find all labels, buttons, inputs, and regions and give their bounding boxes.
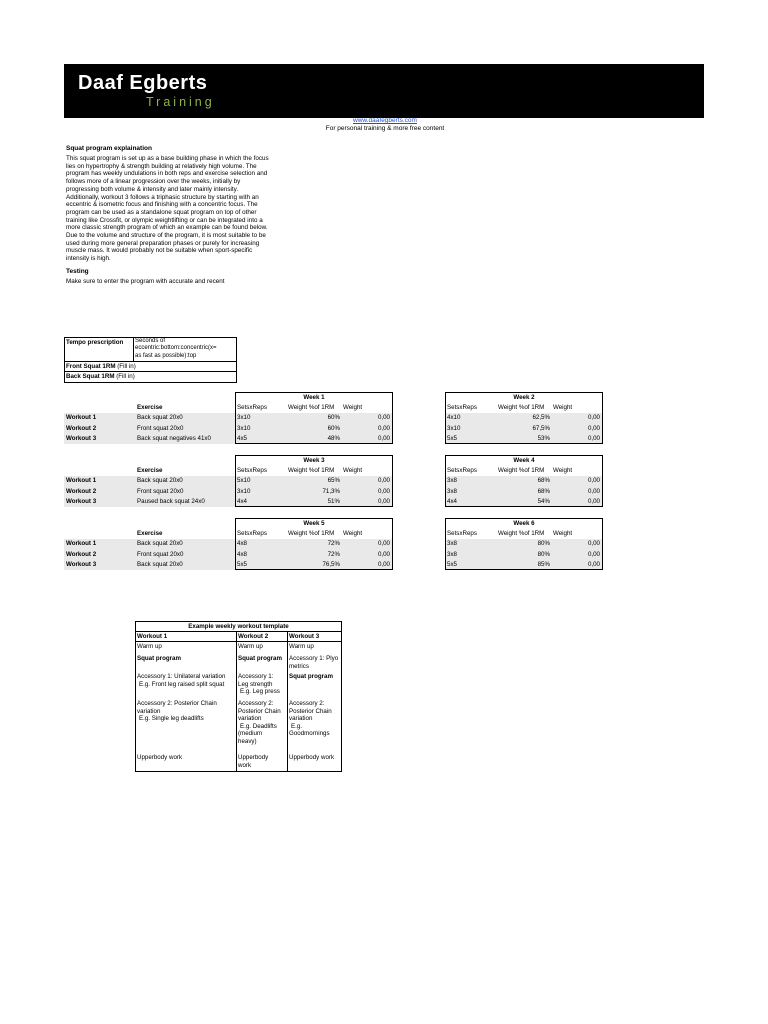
pct-cell: 48% bbox=[327, 435, 340, 442]
setsreps-cell: 5x10 bbox=[237, 477, 251, 484]
template-accessory2: Accessory 2: Posterior Chain variation E.g. Deadlifts (medium heavy) bbox=[238, 700, 281, 745]
intro-line: This squat program is set up as a base building phase in which the focus bbox=[66, 155, 269, 162]
intro-line: muscle mass. It would probably not be suitable when sport-specific bbox=[66, 247, 253, 255]
intro-line: program can be used as a standalone squat program on top of other bbox=[66, 208, 257, 216]
pct-cell: 85% bbox=[537, 561, 550, 568]
pct-cell: 71,3% bbox=[322, 487, 340, 495]
weight-cell: 0,00 bbox=[587, 414, 600, 421]
intro-line: more classic strength program of which an example can be found below. bbox=[66, 224, 268, 232]
pct-cell: 76,5% bbox=[322, 561, 340, 568]
col-setsreps: SetsxReps bbox=[447, 467, 477, 474]
intro-line: Due to the volume and structure of the program, it is most suitable to be bbox=[66, 232, 266, 240]
col-weight: Weight bbox=[343, 530, 363, 537]
col-pct: Weight %of 1RM bbox=[288, 404, 335, 411]
exercise-cell: Back squat 20x0 bbox=[137, 561, 183, 568]
col-exercise: Exercise bbox=[137, 530, 163, 537]
col-pct: Weight %of 1RM bbox=[288, 530, 335, 537]
tempo-value: Seconds of eccentric:bottom:concentric(x= as fast as possible):top bbox=[135, 338, 217, 359]
template-upperbody: Upperbody work bbox=[137, 754, 183, 761]
pct-cell: 65% bbox=[327, 477, 340, 484]
tempo-label: Tempo prescription bbox=[66, 339, 124, 346]
weight-cell: 0,00 bbox=[377, 561, 390, 568]
col-weight: Weight bbox=[553, 467, 573, 474]
template-squat: Squat program bbox=[238, 655, 283, 662]
workout-label: Workout 1 bbox=[66, 414, 97, 421]
workout-label: Workout 3 bbox=[66, 561, 97, 568]
weight-cell: 0,00 bbox=[587, 424, 600, 432]
setsreps-cell: 3x8 bbox=[447, 550, 457, 558]
setsreps-cell: 5x5 bbox=[447, 435, 457, 442]
col-setsreps: SetsxReps bbox=[447, 404, 477, 411]
setsreps-cell: 3x10 bbox=[237, 424, 251, 432]
exercise-cell: Back squat 20x0 bbox=[137, 414, 183, 421]
col-pct: Weight %of 1RM bbox=[498, 530, 545, 537]
pct-cell: 80% bbox=[537, 550, 550, 558]
setsreps-cell: 3x8 bbox=[447, 487, 457, 495]
col-weight: Weight bbox=[343, 404, 363, 411]
template-warmup: Warm up bbox=[137, 643, 162, 650]
weight-cell: 0,00 bbox=[587, 477, 600, 484]
pct-cell: 53% bbox=[537, 435, 550, 442]
workout-label: Workout 1 bbox=[66, 540, 97, 547]
pct-cell: 51% bbox=[327, 498, 340, 505]
setsreps-cell: 4x4 bbox=[447, 498, 457, 505]
setsreps-cell: 3x10 bbox=[237, 414, 251, 421]
setsreps-cell: 5x5 bbox=[237, 561, 247, 568]
setsreps-cell: 4x8 bbox=[237, 550, 247, 558]
workout-label: Workout 3 bbox=[66, 498, 97, 505]
pct-cell: 80% bbox=[537, 540, 550, 547]
template-col-header: Workout 3 bbox=[289, 633, 320, 640]
weight-cell: 0,00 bbox=[377, 487, 390, 495]
weight-cell: 0,00 bbox=[587, 550, 600, 558]
col-pct: Weight %of 1RM bbox=[498, 404, 545, 411]
week-title: Week 4 bbox=[513, 457, 535, 464]
week-title: Week 6 bbox=[513, 520, 535, 527]
col-weight: Weight bbox=[553, 404, 573, 411]
intro-paragraph bbox=[66, 155, 286, 263]
col-exercise: Exercise bbox=[137, 467, 163, 474]
template-plyometrics: Accessory 1: Plyo metrics bbox=[289, 655, 339, 670]
pct-cell: 68% bbox=[537, 487, 550, 495]
front-squat-1rm-field[interactable]: Front Squat 1RM (Fill in) bbox=[66, 363, 136, 370]
testing-text: Make sure to enter the program with accurate and recent bbox=[66, 278, 225, 285]
weight-cell: 0,00 bbox=[587, 435, 600, 442]
template-warmup: Warm up bbox=[238, 643, 263, 650]
week-title: Week 5 bbox=[303, 520, 325, 527]
template-squat: Squat program bbox=[289, 673, 334, 680]
setsreps-cell: 5x5 bbox=[447, 561, 457, 568]
intro-line: progressing both volume & intensity and later mainly intensity. bbox=[66, 185, 239, 193]
pct-cell: 54% bbox=[537, 498, 550, 505]
template-accessory2: Accessory 2: Posterior Chain variation E.g. Goodmornings bbox=[289, 700, 332, 738]
intro-line: training like Crossfit, or olympic weightlifting or can be integrated into a bbox=[66, 216, 263, 224]
workout-label: Workout 3 bbox=[66, 435, 97, 442]
template-accessory1: Accessory 1: Unilateral variation E.g. Front leg raised split squat bbox=[137, 673, 226, 688]
pct-cell: 67,5% bbox=[532, 424, 550, 432]
pct-cell: 72% bbox=[327, 540, 340, 547]
exercise-cell: Back squat 20x0 bbox=[137, 540, 183, 547]
weight-cell: 0,00 bbox=[377, 414, 390, 421]
template-accessory1: Accessory 1: Leg strength E.g. Leg press bbox=[238, 673, 280, 696]
week-title: Week 1 bbox=[303, 394, 325, 401]
intro-line: eccentric & isometric focus and finishing with a concentric focus. The bbox=[66, 201, 258, 209]
weight-cell: 0,00 bbox=[377, 498, 390, 505]
workout-label: Workout 2 bbox=[66, 550, 97, 558]
template-warmup: Warm up bbox=[289, 643, 314, 650]
col-setsreps: SetsxReps bbox=[447, 530, 477, 537]
setsreps-cell: 3x10 bbox=[447, 424, 461, 432]
website-link[interactable]: www.daafegberts.com bbox=[353, 117, 417, 124]
workout-label: Workout 2 bbox=[66, 487, 97, 495]
weight-cell: 0,00 bbox=[377, 540, 390, 547]
exercise-cell: Front squat 20x0 bbox=[137, 487, 184, 495]
back-squat-1rm-field[interactable]: Back Squat 1RM (Fill in) bbox=[66, 373, 135, 380]
weight-cell: 0,00 bbox=[377, 477, 390, 484]
col-weight: Weight bbox=[553, 530, 573, 537]
weight-cell: 0,00 bbox=[587, 487, 600, 495]
week-title: Week 2 bbox=[513, 394, 535, 401]
col-weight: Weight bbox=[343, 467, 363, 474]
weight-cell: 0,00 bbox=[377, 435, 390, 442]
weight-cell: 0,00 bbox=[587, 540, 600, 547]
setsreps-cell: 3x8 bbox=[447, 477, 457, 484]
brand-title: Daaf Egberts bbox=[78, 72, 208, 94]
col-pct: Weight %of 1RM bbox=[498, 467, 545, 474]
intro-line: used during more general preparation phases or purely for increasing bbox=[66, 239, 260, 247]
setsreps-cell: 4x10 bbox=[447, 414, 461, 421]
weight-cell: 0,00 bbox=[587, 498, 600, 505]
intro-line: program has weekly undulations in both reps and exercise selection and bbox=[66, 170, 268, 178]
brand-subtitle: Training bbox=[146, 95, 215, 109]
col-setsreps: SetsxReps bbox=[237, 530, 267, 537]
exercise-cell: Back squat 20x0 bbox=[137, 477, 183, 484]
intro-line: intensity is high. bbox=[66, 255, 111, 263]
weight-cell: 0,00 bbox=[587, 561, 600, 568]
setsreps-cell: 4x4 bbox=[237, 498, 247, 505]
template-title: Example weekly workout template bbox=[188, 623, 289, 630]
setsreps-cell: 3x8 bbox=[447, 540, 457, 547]
pct-cell: 72% bbox=[327, 550, 340, 558]
template-upperbody: Upperbody work bbox=[238, 754, 269, 769]
setsreps-cell: 4x5 bbox=[237, 435, 247, 442]
exercise-cell: Front squat 20x0 bbox=[137, 424, 184, 432]
pct-cell: 62,5% bbox=[532, 414, 550, 421]
col-setsreps: SetsxReps bbox=[237, 404, 267, 411]
workout-label: Workout 2 bbox=[66, 424, 97, 432]
setsreps-cell: 3x10 bbox=[237, 487, 251, 495]
exercise-cell: Paused back squat 24x0 bbox=[137, 498, 205, 505]
template-col-header: Workout 1 bbox=[137, 633, 168, 640]
template-accessory2: Accessory 2: Posterior Chain variation E.g. Single leg deadlifts bbox=[137, 700, 217, 723]
col-setsreps: SetsxReps bbox=[237, 467, 267, 474]
pct-cell: 60% bbox=[327, 414, 340, 421]
workout-label: Workout 1 bbox=[66, 477, 97, 484]
col-exercise: Exercise bbox=[137, 404, 163, 411]
pct-cell: 60% bbox=[327, 424, 340, 432]
header-banner bbox=[64, 64, 704, 118]
col-pct: Weight %of 1RM bbox=[288, 467, 335, 474]
testing-heading: Testing bbox=[66, 268, 89, 275]
template-squat: Squat program bbox=[137, 655, 182, 662]
intro-heading: Squat program explaination bbox=[66, 145, 152, 152]
exercise-cell: Front squat 20x0 bbox=[137, 550, 184, 558]
weight-cell: 0,00 bbox=[377, 424, 390, 432]
template-upperbody: Upperbody work bbox=[289, 754, 335, 761]
website-tagline: For personal training & more free content bbox=[325, 125, 445, 132]
pct-cell: 68% bbox=[537, 477, 550, 484]
setsreps-cell: 4x8 bbox=[237, 540, 247, 547]
intro-line: Additionally, workout 3 follows a triphasic structure by starting with an bbox=[66, 193, 259, 201]
template-col-header: Workout 2 bbox=[238, 633, 269, 640]
week-title: Week 3 bbox=[303, 457, 325, 464]
exercise-cell: Back squat negatives 41x0 bbox=[137, 435, 211, 442]
weight-cell: 0,00 bbox=[377, 550, 390, 558]
intro-line: follows more of a linear progression over the weeks, initially by bbox=[66, 178, 241, 186]
intro-line: lies on hypertrophy & strength building at relatively high volume. The bbox=[66, 162, 257, 170]
